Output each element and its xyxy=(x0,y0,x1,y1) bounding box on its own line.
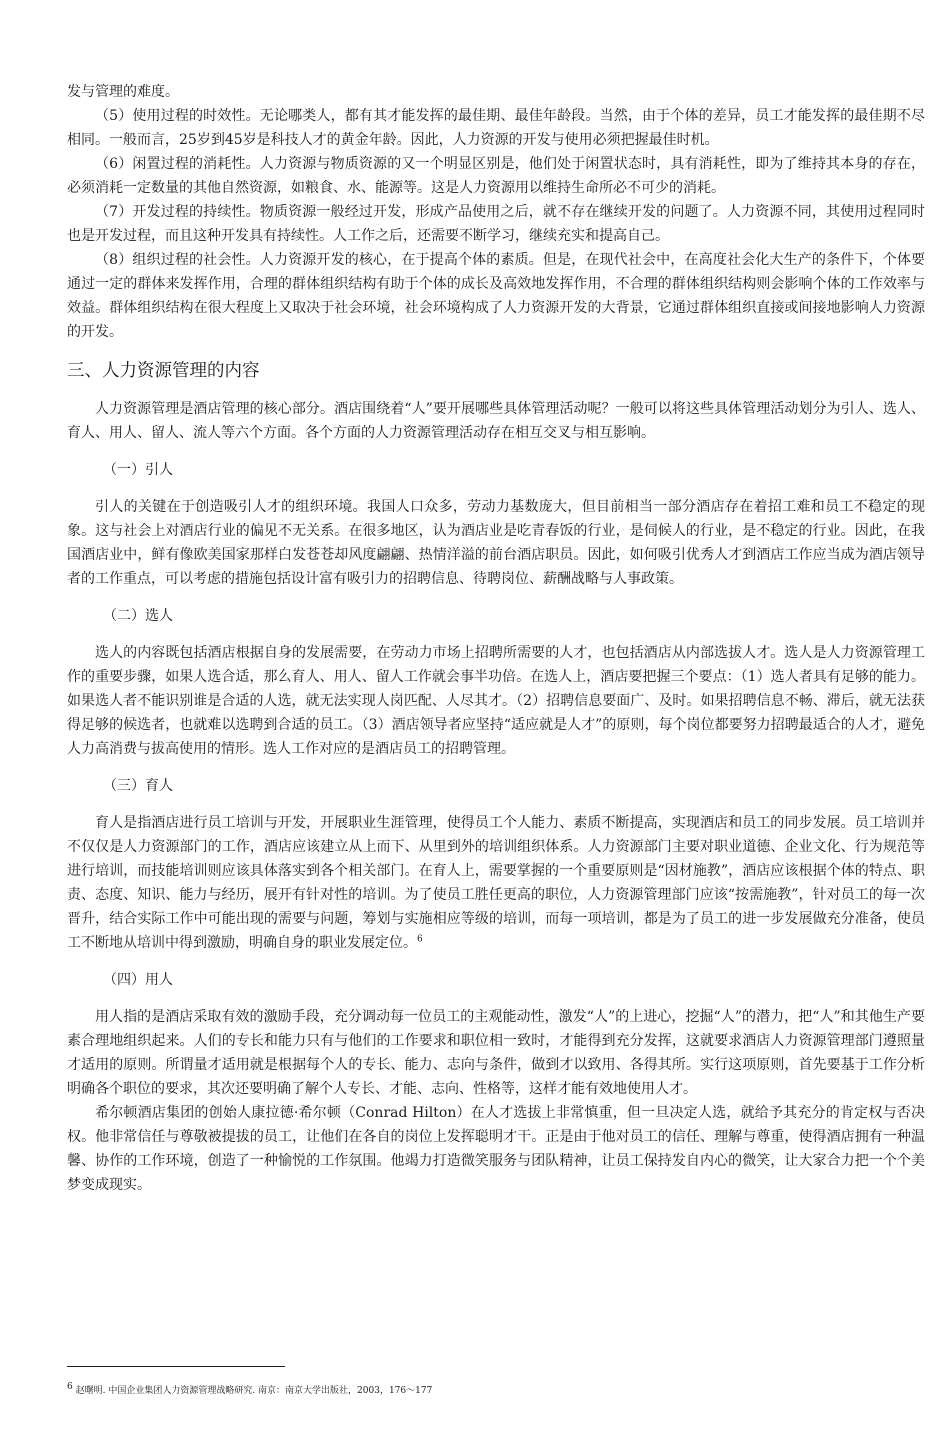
paragraph: 希尔顿酒店集团的创始人康拉德·希尔顿（Conrad Hilton）在人才选拔上非常慎重，但一旦决定人选，就给予其充分的肯定权与否决权。他非常信任与尊敬被提拔的员工，让他们在各自的岗位上发挥聪明才干。正是由于他对员工的信任、理解与尊重，使得酒店拥有一种温馨、协作的工作环境，创造了一种愉悦的工作氛围。他竭力打造微笑服务与团队精神，让员工保持发自内心的微笑，让大家合力把一个个美梦变成现实。 xyxy=(67,1105,925,1193)
section-heading: 三、人力资源管理的内容 xyxy=(67,361,260,381)
paragraph: （6）闲置过程的消耗性。人力资源与物质资源的又一个明显区别是，他们处于闲置状态时，具有消耗性，即为了维持其本身的存在，必须消耗一定数量的其他自然资源，如粮食、水、能源等。这是人力资源用以维持生命所必不可少的消耗。 xyxy=(67,156,925,196)
footnote-text: 赵曙明. 中国企业集团人力资源管理战略研究. 南京：南京大学出版社，2003，176～177 xyxy=(75,1386,433,1396)
subsection-heading: （二）选人 xyxy=(103,608,173,624)
paragraph: 引人的关键在于创造吸引人才的组织环境。我国人口众多，劳动力基数庞大，但目前相当一部分酒店存在着招工难和员工不稳定的现象。这与社会上对酒店行业的偏见不无关系。在很多地区，认为酒店业是吃青春饭的行业，是伺候人的行业，是不稳定的行业。因此，在我国酒店业中，鲜有像欧美国家那样白发苍苍却风度翩翩、热情洋溢的前台酒店职员。因此，如何吸引优秀人才到酒店工作应当成为酒店领导者的工作重点，可以考虑的措施包括设计富有吸引力的招聘信息、待聘岗位、薪酬战略与人事政策。 xyxy=(67,499,925,587)
paragraph xyxy=(67,811,925,955)
subsection-heading: （一）引人 xyxy=(103,462,173,478)
footnote-divider xyxy=(67,1366,285,1367)
footnote xyxy=(67,1382,433,1397)
paragraph: （5）使用过程的时效性。无论哪类人，都有其才能发挥的最佳期、最佳年龄段。当然，由于个体的差异，员工才能发挥的最佳期不尽相同。一般而言，25岁到45岁是科技人才的黄金年龄。因此，人力资源的开发与使用必须把握最佳时机。 xyxy=(67,108,925,148)
intro-paragraph: 人力资源管理是酒店管理的核心部分。酒店围绕着“人”要开展哪些具体管理活动呢？一般可以将这些具体管理活动划分为引人、选人、育人、用人、留人、流人等六个方面。各个方面的人力资源管理活动存在相互交叉与相互影响。 xyxy=(67,401,925,441)
page-body xyxy=(67,80,925,1197)
paragraph-text: 育人是指酒店进行员工培训与开发，开展职业生涯管理，使得员工个人能力、素质不断提高，实现酒店和员工的同步发展。员工培训并不仅仅是人力资源部门的工作，酒店应该建立从上而下、从里到外的培训组织体系。人力资源部门主要对职业道德、企业文化、行为规范等进行培训，而技能培训则应该具体落实到各个相关部门。在育人上，需要掌握的一个重要原则是“因材施教”，酒店应该根据个体的特点、职责、态度、知识、能力与经历，展开有针对性的培训。为了使员工胜任更高的职位，人力资源管理部门应该“按需施教”，针对员工的每一次晋升，结合实际工作中可能出现的需要与问题，筹划与实施相应等级的培训，而每一项培训，都是为了员工的进一步发展做充分准备，使员工不断地从培训中得到激励，明确自身的职业发展定位。 xyxy=(67,815,925,951)
footnote-mark: 6 xyxy=(67,1382,73,1392)
paragraph: 用人指的是酒店采取有效的激励手段，充分调动每一位员工的主观能动性，激发“人”的上进心，挖掘“人”的潜力，把“人”和其他生产要素合理地组织起来。人们的专长和能力只有与他们的工作要求和职位相一致时，才能得到充分发挥，这就要求酒店人力资源管理部门遵照量才适用的原则。所谓量才适用就是根据每个人的专长、能力、志向与条件，做到才以致用、各得其所。实行这项原则，首先要基于工作分析明确各个职位的要求，其次还要明确了解个人专长、才能、志向、性格等，这样才能有效地使用人才。 xyxy=(67,1009,925,1097)
subsection-heading: （四）用人 xyxy=(103,972,173,988)
paragraph: （8）组织过程的社会性。人力资源开发的核心，在于提高个体的素质。但是，在现代社会中，在高度社会化大生产的条件下，个体要通过一定的群体来发挥作用，合理的群体组织结构有助于个体的成长及高效地发挥作用，不合理的群体组织结构则会影响个体的工作效率与效益。群体组织结构在很大程度上又取决于社会环境，社会环境构成了人力资源开发的大背景，它通过群体组织直接或间接地影响人力资源的开发。 xyxy=(67,252,925,340)
footnote-reference[interactable]: 6 xyxy=(417,934,423,945)
paragraph: 发与管理的难度。 xyxy=(67,84,179,100)
subsection-heading: （三）育人 xyxy=(103,778,173,794)
paragraph: 选人的内容既包括酒店根据自身的发展需要，在劳动力市场上招聘所需要的人才，也包括酒店从内部选拔人才。选人是人力资源管理工作的重要步骤，如果人选合适，那么育人、用人、留人工作就会事半功倍。在选人上，酒店要把握三个要点：（1）选人者具有足够的能力。如果选人者不能识别谁是合适的人选，就无法实现人岗匹配、人尽其才。（2）招聘信息要面广、及时。如果招聘信息不畅、滞后，就无法获得足够的候选者，也就难以选聘到合适的员工。（3）酒店领导者应坚持“适应就是人才”的原则，每个岗位都要努力招聘最适合的人才，避免人力高消费与拔高使用的情形。选人工作对应的是酒店员工的招聘管理。 xyxy=(67,645,925,757)
paragraph: （7）开发过程的持续性。物质资源一般经过开发，形成产品使用之后，就不存在继续开发的问题了。人力资源不同，其使用过程同时也是开发过程，而且这种开发具有持续性。人工作之后，还需要不断学习，继续充实和提高自己。 xyxy=(67,204,925,244)
